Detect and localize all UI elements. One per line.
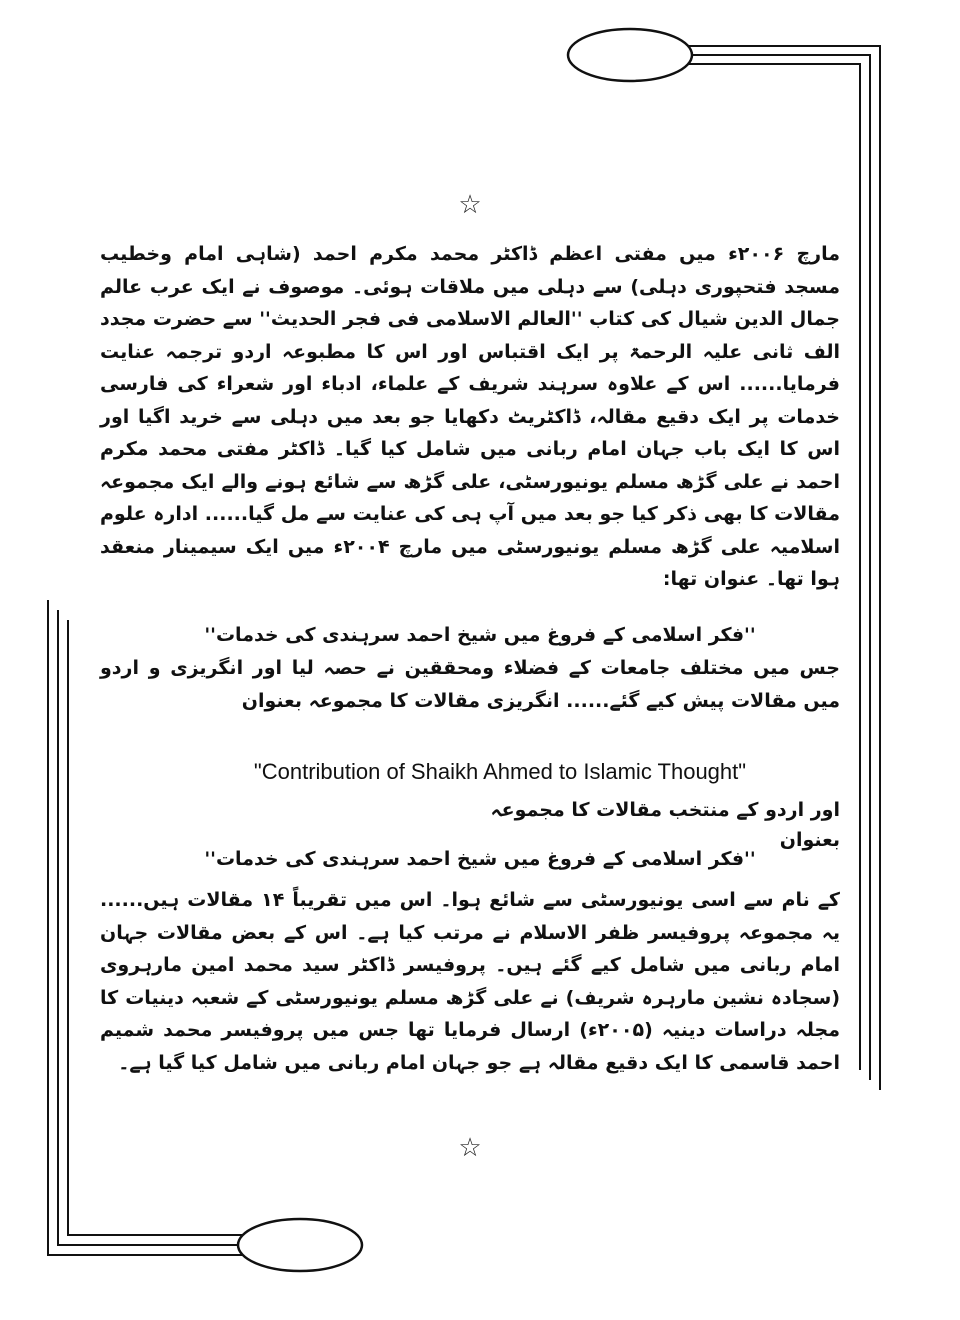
paragraph-3: [100, 884, 840, 1079]
star-ornament-top: ☆: [458, 190, 482, 220]
seminar-title-1: ''فکر اسلامی کے فروغ میں شیخ احمد سرہندی کی خدمات'': [204, 624, 756, 646]
paragraph-3-text: کے نام سے اسی یونیورسٹی سے شائع ہوا۔ اس میں تقریباً ۱۴ مقالات ہیں...... یہ مجموعہ پروفیسر ظفر الاسلام نے مرتب کیا ہے۔ اس کے بعض مقالات جہان امام ربانی میں شامل کیے گئے ہیں۔ پروفیسر ڈاکٹر سید محمد امین مارہروی (سجادہ نشین مارہرہ شریف) نے علی گڑھ مسلم یونیورسٹی کے شعبہ دینیات کا مجلہ دراسات دینیہ (۲۰۰۵ء) ارسال فرمایا تھا جس میں پروفیسر محمد شمیم احمد قاسمی کا ایک دقیع مقالہ ہے جو جہان امام ربانی میں شامل کیا گیا ہے۔: [100, 889, 841, 1074]
top-ornament-ellipse: [568, 29, 692, 81]
star-ornament-bottom: ☆: [458, 1133, 482, 1163]
paragraph-2: [100, 652, 840, 717]
bottom-ornament-ellipse: [238, 1219, 362, 1271]
paragraph-1-text: مارچ ۲۰۰۶ء میں مفتی اعظم ڈاکٹر محمد مکرم احمد (شاہی امام وخطیب مسجد فتحپوری دہلی) سے دہلی میں ملاقات ہوئی۔ موصوف نے ایک عرب عالم جمال الدین شیال کی کتاب ''العالم الاسلامی فی فجر الحدیث'' سے حضرت مجدد الف ثانی علیہ الرحمۃ پر ایک اقتباس اور اس کا مطبوعہ اردو ترجمہ عنایت فرمایا...... اس کے علاوہ سرہند شریف کے علماء، ادباء اور شعراء کی فارسی خدمات پر ایک دقیع مقالہ، ڈاکٹریٹ دکھایا جو بعد میں دہلی سے خرید اگیا اور اس کا ایک باب جہان امام ربانی میں شامل کیا گیا۔ ڈاکٹر مفتی محمد مکرم احمد نے علی گڑھ مسلم یونیورسٹی، علی گڑھ سے شائع ہونے والے ایک مجموعہ مقالات کا بھی ذکر کیا جو بعد میں آپ ہی کی عنایت سے مل گیا...... ادارہ علوم اسلامیہ علی گڑھ مسلم یونیورسٹی میں مارچ ۲۰۰۴ء میں ایک سیمینار منعقد ہوا تھا۔ عنوان تھا:: [100, 243, 840, 590]
seminar-title-2: ''فکر اسلامی کے فروغ میں شیخ احمد سرہندی کی خدمات'': [204, 848, 756, 870]
urdu-collection-intro: اور اردو کے منتخب مقالات کا مجموعہ بعنوان: [490, 799, 840, 851]
english-title: "Contribution of Shaikh Ahmed to Islamic Thought": [253, 759, 747, 784]
paragraph-2-text: جس میں مختلف جامعات کے فضلاء ومحققین نے حصہ لیا اور انگریزی و اردو میں مقالات پیش کیے گئے...... انگریزی مقالات کا مجموعہ بعنوان: [100, 657, 840, 712]
paragraph-1: [100, 238, 840, 596]
